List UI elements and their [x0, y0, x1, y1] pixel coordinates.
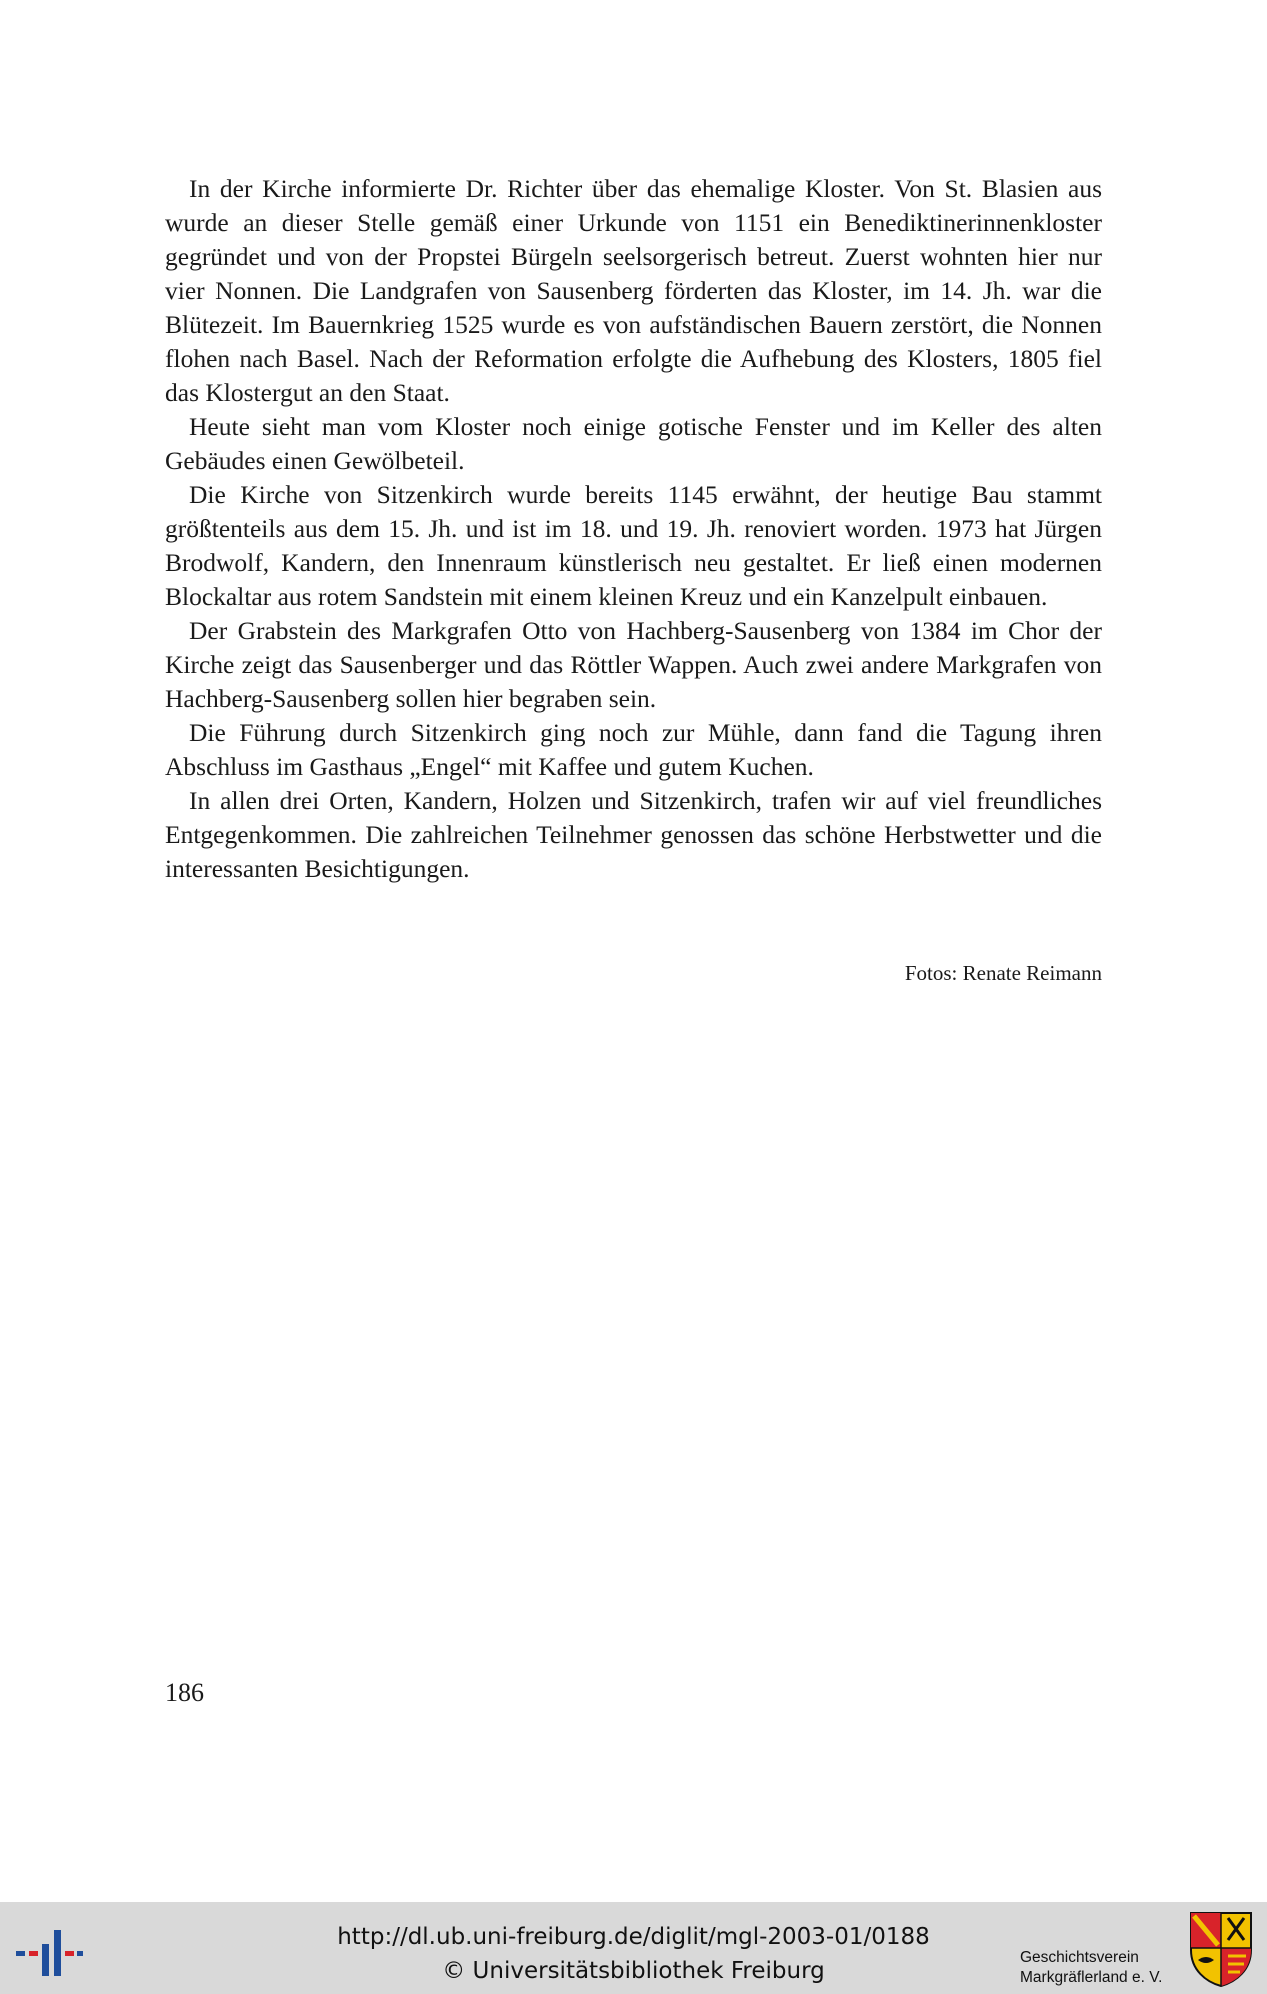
- viewer-footer: [0, 1902, 1267, 1994]
- paragraph-3: Die Kirche von Sitzenkirch wurde bereits 1145 erwähnt, der heutige Bau stammt größtenteils aus dem 15. Jh. und ist im 18. und 19. Jh. renoviert worden. 1973 hat Jürgen Brodwolf, Kandern, den Innenraum künstlerisch neu gestaltet. Er ließ einen modernen Blockaltar aus rotem Sandstein mit einem kleinen Kreuz und ein Kanzelpult einbauen.: [165, 480, 1102, 611]
- paragraph-1: In der Kirche informierte Dr. Richter über das ehemalige Kloster. Von St. Blasien aus wurde an dieser Stelle gemäß einer Urkunde von 1151 ein Benediktinerinnenkloster gegründet und von der Propstei Bürgeln seelsorgerisch betreut. Zuerst wohnten hier nur vier Nonnen. Die Landgrafen von Sausenberg förderten das Kloster, im 14. Jh. war die Blütezeit. Im Bauernkrieg 1525 wurde es von aufständischen Bauern zerstört, die Nonnen flohen nach Basel. Nach der Reformation erfolgte die Aufhebung des Klosters, 1805 fiel das Klostergut an den Staat.: [165, 174, 1102, 407]
- coat-of-arms-icon: [1188, 1910, 1254, 1988]
- paragraph-6: In allen drei Orten, Kandern, Holzen und Sitzenkirch, trafen wir auf viel freundliches Entgegenkommen. Die zahlreichen Teilnehmer genossen das schöne Herbstwetter und die interessanten Besichtigungen.: [165, 786, 1102, 883]
- article-body: [165, 172, 1102, 886]
- paragraph-4: Der Grabstein des Markgrafen Otto von Hachberg-Sausenberg von 1384 im Chor der Kirche zeigt das Sausenberger und das Röttler Wappen. Auch zwei andere Markgrafen von Hachberg-Sausenberg sollen hier begraben sein.: [165, 616, 1102, 713]
- paragraph-5: Die Führung durch Sitzenkirch ging noch zur Mühle, dann fand die Tagung ihren Abschluss im Gasthaus „Engel“ mit Kaffee und gutem Kuchen.: [165, 718, 1102, 781]
- copyright-notice: © Universitätsbibliothek Freiburg: [442, 1958, 825, 1984]
- paragraph-2: Heute sieht man vom Kloster noch einige gotische Fenster und im Keller des alten Gebäudes einen Gewölbeteil.: [165, 412, 1102, 475]
- society-name-line-1: Geschichtsverein: [1020, 1949, 1139, 1966]
- page-number: 186: [165, 1678, 204, 1707]
- society-name: [1020, 1948, 1162, 1988]
- document-url-link[interactable]: http://dl.ub.uni-freiburg.de/diglit/mgl-2003-01/0188: [337, 1924, 930, 1950]
- society-name-line-2: Markgräflerland e. V.: [1020, 1969, 1163, 1986]
- photo-credit: Fotos: Renate Reimann: [904, 961, 1102, 985]
